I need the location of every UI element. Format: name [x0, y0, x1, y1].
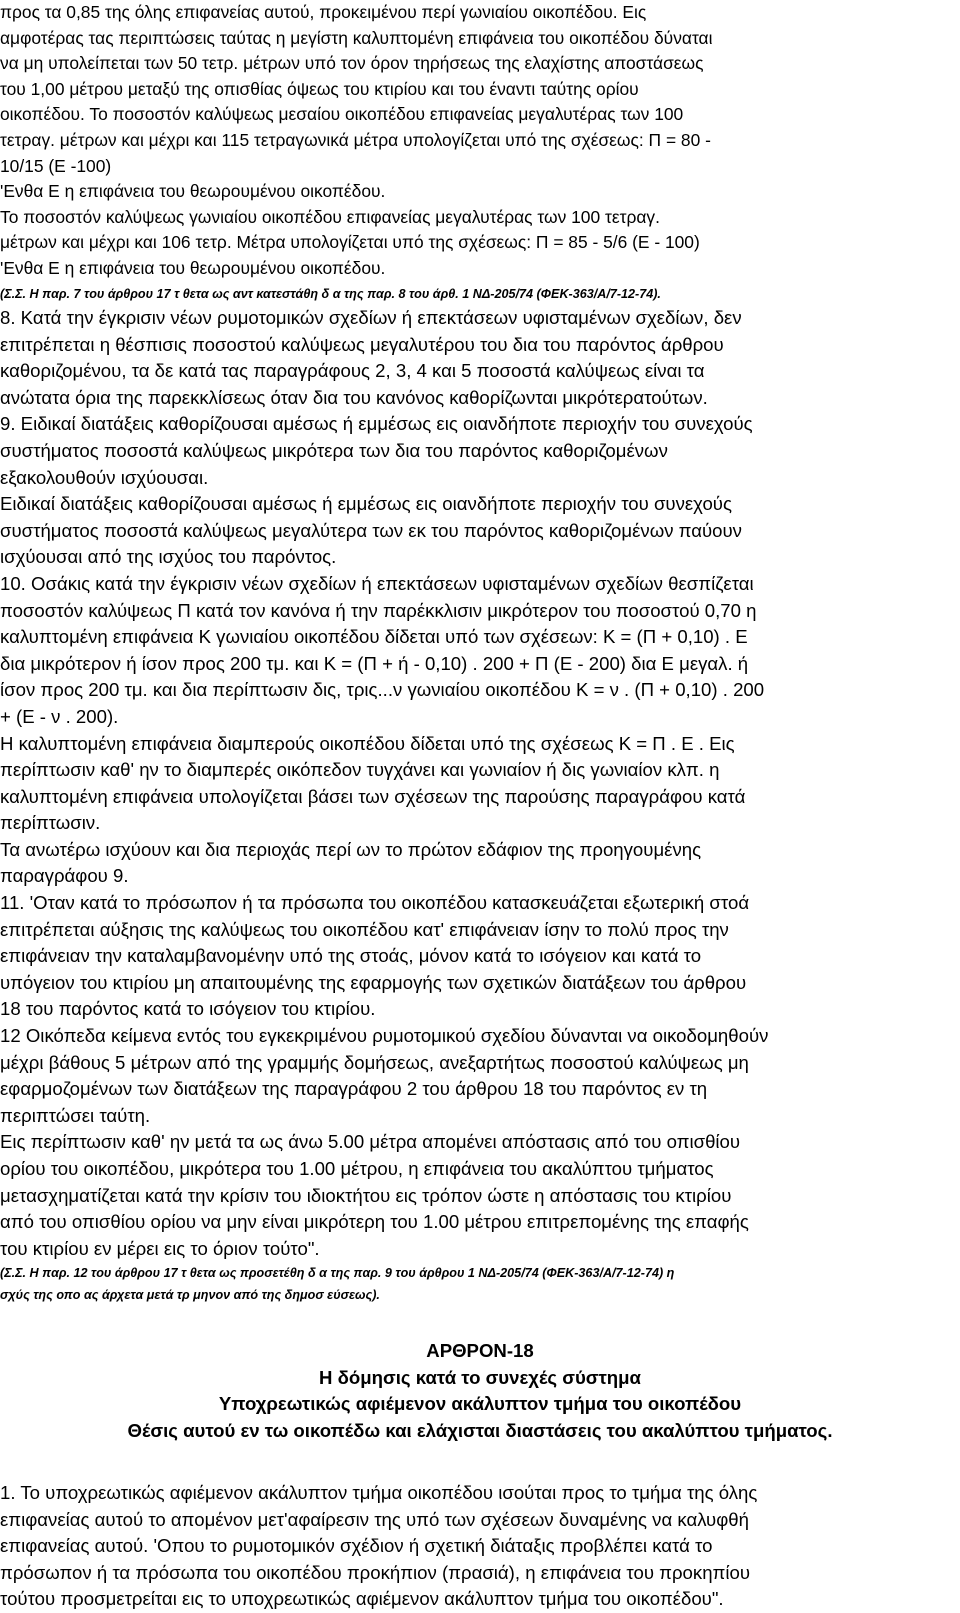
text-line: μετασχηματίζεται κατά την κρίσιν του ιδιοκτήτου εις τρόπον ώστε η απόστασις του κτιρίου: [0, 1184, 732, 1206]
body-paragraphs: [0, 305, 950, 1262]
text-line: επιφανείας αυτού το απομένον μετ'αφαίρεσιν της υπό των σχέσεων δυναμένης να καλυφθή: [0, 1508, 749, 1530]
text-line: καλυπτομένη επιφάνεια υπολογίζεται βάσει των σχέσεων της παρούσης παραγράφου κατά: [0, 785, 746, 807]
text-line: αμφοτέρας τας περιπτώσεις ταύτας η μεγίστη καλυπτομένη επιφάνεια του οικοπέδου δύναται: [0, 27, 713, 48]
text-line: 11. 'Οταν κατά το πρόσωπον ή τα πρόσωπα του οικοπέδου κατασκευάζεται εξωτερική στοά: [0, 892, 750, 914]
text-line: περίπτωσιν καθ' ην το διαμπερές οικόπεδον τυγχάνει και γωνιαίον ή δις γωνιαίον κλπ. η: [0, 759, 720, 781]
text-line: περίπτωσιν.: [0, 812, 101, 834]
article-heading: [0, 1338, 960, 1444]
text-line: παραγράφου 9.: [0, 865, 129, 887]
text-line: εξακολουθούν ισχύουσαι.: [0, 466, 209, 488]
closing-paragraph: [0, 1480, 950, 1613]
text-line: 'Ενθα Ε η επιφάνεια του θεωρουμένου οικοπέδου.: [0, 181, 386, 202]
text-line: δια μικρότερον ή ίσον προς 200 τμ. και Κ = (Π + ή - 0,10) . 200 + Π (Ε - 200) δια Ε μεγαλ. ή: [0, 652, 749, 674]
text-line: πρόσωπον ή τα πρόσωπα του οικοπέδου προκήπιον (πρασιά), η επιφάνεια του προκηπίου: [0, 1561, 751, 1583]
text-line: ισχύουσαι από της ισχύος του παρόντος.: [0, 546, 337, 568]
text-line: οικοπέδου. Το ποσοστόν καλύψεως μεσαίου οικοπέδου επιφανείας μεγαλυτέρας των 100: [0, 104, 684, 125]
text-line: + (Ε - ν . 200).: [0, 705, 119, 727]
text-line: μέτρων και μέχρι και 106 τετρ. Μέτρα υπολογίζεται υπό της σχέσεως: Π = 85 - 5/6 (Ε - 100): [0, 232, 700, 253]
text-line: ανώτατα όρια της παρεκκλίσεως όταν δια του κανόνος καθορίζωνται μικρότερατούτων.: [0, 386, 708, 408]
text-line: επιτρέπεται αύξησις της καλύψεως του οικοπέδου κατ' επιφάνειαν ίσην το πολύ προς την: [0, 918, 729, 940]
text-line: ορίου του οικοπέδου, μικρότερα του 1.00 μέτρου, η επιφάνεια του ακαλύπτου τμήματος: [0, 1158, 714, 1179]
text-line: υπόγειον του κτιρίου μη απαιτουμένης της εφαρμογής των σχετικών διατάξεων του άρθρου: [0, 971, 747, 993]
text-line: 18 του παρόντος κατά το ισόγειον του κτιρίου.: [0, 998, 376, 1020]
intro-paragraph: [0, 0, 950, 282]
text-line: εφαρμοζομένων των διατάξεων της παραγράφου 2 του άρθρου 18 του παρόντος εν τη: [0, 1078, 708, 1100]
text-line: προς τα 0,85 της όλης επιφανείας αυτού, προκειμένου περί γωνιαίου οικοπέδου. Εις: [0, 2, 647, 22]
text-line: μέχρι βάθους 5 μέτρων από της γραμμής δομήσεως, ανεξαρτήτως ποσοστού καλύψεως μη: [0, 1051, 749, 1073]
text-line: επιφανείας αυτού. 'Οπου το ρυμοτομικόν σχέδιον ή σχετική διάταξις προβλέπει κατά το: [0, 1535, 713, 1557]
note-line: σχύς της οπο ας άρχετα μετά τρ μηνον από της δημοσ εύσεως).: [0, 1288, 380, 1302]
article-subtitle: Υποχρεωτικώς αφιέμενον ακάλυπτον τμήμα του οικοπέδου: [218, 1393, 742, 1415]
text-line: 10/15 (Ε -100): [0, 155, 112, 176]
note-line: (Σ.Σ. Η παρ. 12 του άρθρου 17 τ θετα ως προσετέθη δ α της παρ. 9 του άρθρου 1 ΝΔ-205/74 (ΦΕΚ-363/Α/7-12-74) η: [0, 1266, 675, 1280]
text-line: περιπτώσει ταύτη.: [0, 1104, 151, 1126]
text-line: του κτιρίου εν μέρει εις το όριον τούτο".: [0, 1237, 320, 1259]
text-line: Ειδικαί διατάξεις καθορίζουσαι αμέσως ή εμμέσως εις οιανδήποτε περιοχήν του συνεχούς: [0, 493, 732, 515]
text-line: 'Ενθα Ε η επιφάνεια του θεωρουμένου οικοπέδου.: [0, 257, 386, 278]
text-line: 12 Οικόπεδα κείμενα εντός του εγκεκριμένου ρυμοτομικού σχεδίου δύνανται να οικοδομηθούν: [0, 1025, 769, 1047]
editor-note-2: [0, 1262, 950, 1306]
text-line: 8. Κατά την έγκρισιν νέων ρυμοτομικών σχεδίων ή επεκτάσεων υφισταμένων σχεδίων, δεν: [0, 307, 742, 328]
text-line: επιφάνειαν την καταλαμβανομένην υπό της στοάς, μόνον κατά το ισόγειον και κατά το: [0, 945, 702, 967]
text-line: Εις περίπτωσιν καθ' ην μετά τα ως άνω 5.00 μέτρα απομένει απόστασις από του οπισθίου: [0, 1131, 741, 1153]
note-line: (Σ.Σ. Η παρ. 7 του άρθρου 17 τ θετα ως αντ κατεστάθη δ α της παρ. 8 του άρθ. 1 ΝΔ-205/74 (ΦΕΚ-363/Α/7-12-74).: [0, 287, 661, 301]
text-line: τούτου προσμετρείται εις το υποχρεωτικώς αφιέμενον ακάλυπτον τμήμα του οικοπέδου".: [0, 1588, 724, 1610]
text-line: από του οπισθίου ορίου να μην είναι μικρότερη του 1.00 μέτρου επιτρεπομένης της επαφής: [0, 1211, 749, 1233]
article-number: ΑΡΘΡΟΝ-18: [426, 1340, 534, 1361]
text-line: ποσοστόν καλύψεως Π κατά τον κανόνα ή την παρέκκλισιν μικρότερον του ποσοστού 0,70 η: [0, 599, 757, 621]
article-title: Η δόμησις κατά το συνεχές σύστημα: [319, 1366, 641, 1388]
text-line: Το ποσοστόν καλύψεως γωνιαίου οικοπέδου επιφανείας μεγαλυτέρας των 100 τετραγ.: [0, 206, 660, 227]
text-line: συστήματος ποσοστά καλύψεως μεγαλύτερα των εκ του παρόντος καθοριζομένων παύουν: [0, 519, 742, 541]
text-line: να μη υπολείπεται των 50 τετρ. μέτρων υπό τον όρον τηρήσεως της ελαχίστης αποστάσεως: [0, 53, 704, 74]
text-line: 10. Οσάκις κατά την έγκρισιν νέων σχεδίων ή επεκτάσεων υφισταμένων σχεδίων θεσπίζεται: [0, 572, 754, 594]
article-subtitle: Θέσις αυτού εν τω οικοπέδω και ελάχισται διαστάσεις του ακαλύπτου τμήματος.: [127, 1419, 833, 1441]
text-line: Η καλυπτομένη επιφάνεια διαμπερούς οικοπέδου δίδεται υπό της σχέσεως Κ = Π . Ε . Εις: [0, 732, 735, 754]
text-line: 1. Το υποχρεωτικώς αφιέμενον ακάλυπτον τμήμα οικοπέδου ισούται προς το τμήμα της όλης: [0, 1482, 758, 1503]
text-line: τετραγ. μέτρων και μέχρι και 115 τετραγωνικά μέτρα υπολογίζεται υπό της σχέσεως: Π = 80 -: [0, 129, 711, 150]
text-line: Τα ανωτέρω ισχύουν και δια περιοχάς περί ων το πρώτον εδάφιον της προηγουμένης: [0, 838, 702, 860]
text-line: 9. Ειδικαί διατάξεις καθορίζουσαι αμέσως ή εμμέσως εις οιανδήποτε περιοχήν του συνεχούς: [0, 413, 753, 435]
text-line: επιτρέπεται η θέσπισις ποσοστού καλύψεως μεγαλυτέρου του δια του παρόντος άρθρου: [0, 333, 724, 355]
editor-note-1: [0, 283, 950, 305]
text-line: καθοριζομένου, τα δε κατά τας παραγράφους 2, 3, 4 και 5 ποσοστά καλύψεως είναι τα: [0, 360, 705, 382]
text-line: συστήματος ποσοστά καλύψεως μικρότερα των δια του παρόντος καθοριζομένων: [0, 439, 668, 461]
text-line: καλυπτομένη επιφάνεια Κ γωνιαίου οικοπέδου δίδεται υπό των σχέσεων: Κ = (Π + 0,10) . Ε: [0, 626, 748, 648]
text-line: ίσον προς 200 τμ. και δια περίπτωσιν δις, τρις...ν γωνιαίου οικοπέδου Κ = ν . (Π + 0,10) . 200: [0, 679, 765, 701]
text-line: του 1,00 μέτρου μεταξύ της οπισθίας όψεως του κτιρίου και του έναντι ταύτης ορίου: [0, 78, 639, 99]
